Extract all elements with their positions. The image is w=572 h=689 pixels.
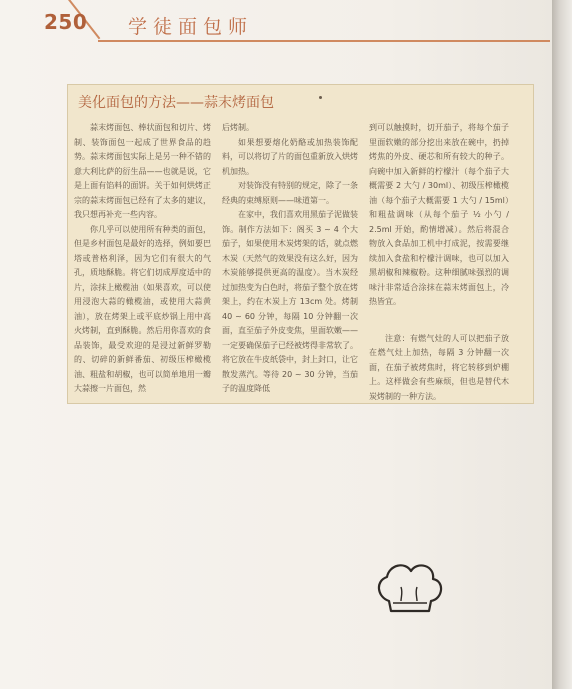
note-paragraph: 注意：有燃气灶的人可以把茄子放在燃气灶上加热，每隔 3 分钟翻一次面，在茄子被烤焦时，将它转移到炉棚上。这样做会有些麻烦，但也是替代木炭烤制的一种方法。 (369, 333, 509, 401)
decorative-dot (319, 96, 322, 99)
header-rule (98, 40, 550, 42)
page-edge-shadow (552, 0, 572, 689)
text-column-2 (222, 121, 358, 397)
text-column-1 (74, 121, 211, 397)
paragraph: 蒜末烤面包、棒状面包和切片、烤制、装饰面包一起成了世界食品的趋势。蒜末烤面包实际上是另一种不错的意大利比萨的衍生品——也就是说，它是上面有馅料的面饼。关于如何烘烤正宗的蒜末烤面包已经有了太多的建议，我只想再补充一些内容。 (74, 123, 211, 219)
paragraph: 在家中，我们喜欢用黑茄子泥做装饰。制作方法如下：阁买 3 ~ 4 个大茄子，如果使用木炭烤架的话，就点燃木炭（天然气的效果没有这么好，因为木炭能够提供更高的温度）。当木炭经过加热变为白色时，将茄子整个放在烤架上，约在木炭上方 13cm 处。烤制 40 ~ 60 分钟，每隔 10 分钟翻一次面，直至茄子外皮变焦，里面软嫩——一定要确保茄子已经被烤得非常软了。将它放在牛皮纸袋中，封上封口，让它散发蒸汽。等待 20 ~ 30 分钟，当茄子的温度降低 (222, 210, 358, 393)
sidebar-title: 美化面包的方法——蒜末烤面包 (78, 95, 274, 111)
text-column-3 (369, 121, 509, 404)
paragraph-continued: 到可以触摸时，切开茄子，将每个茄子里面软嫩的部分挖出来放在碗中，扔掉烤焦的外皮、硬芯和所有较大的种子。向碗中加入新鲜的柠檬汁（每个茄子大概需要 2 大勺 / 30ml）、初级压榨橄榄油（每个茄子大概需要 1 大勺 / 15ml）和粗盐调味（从每个茄子 ½ 小勺 / 2.5ml 开始，酌情增减）。然后将混合物放入食品加工机中打成泥，按需要继续加入食盐和柠檬汁调味，也可以加入黑胡椒和辣椒粉。这种细腻味强烈的调味汁非常适合涂抹在蒜末烤面包上，冷热皆宜。 (369, 123, 509, 306)
paragraph-continued: 后烤制。 (222, 123, 254, 132)
page-number: 250 (44, 10, 88, 34)
running-head: 学徒面包师 (128, 16, 254, 38)
paragraph: 如果想要熔化奶酪或加热装饰配料，可以将切了片的面包重新放入烘烤机加热。 (222, 137, 358, 176)
chef-hat-icon (371, 557, 449, 617)
paragraph: 你几乎可以使用所有种类的面包，但是乡村面包是最好的选择，例如要巴塔或普格利泽，因为它们有很大的气孔，质地酥脆。将它们切成厚度适中的片，涂抹上橄榄油（如果喜欢，可以使用浸泡大蒜的橄榄油，或使用大蒜黄油），放在烤架上或平底炒锅上用中高火烤制，直到酥脆。然后用你喜欢的食品装饰，最受欢迎的是浸过新鲜罗勒的、切碎的新鲜番茄、初级压榨橄榄油、粗盐和胡椒，也可以简单地用一瓣大蒜擦一片面包，然 (74, 224, 211, 393)
paragraph: 对装饰没有特别的规定，除了一条经典的束缚原则——味道第一。 (222, 181, 358, 205)
